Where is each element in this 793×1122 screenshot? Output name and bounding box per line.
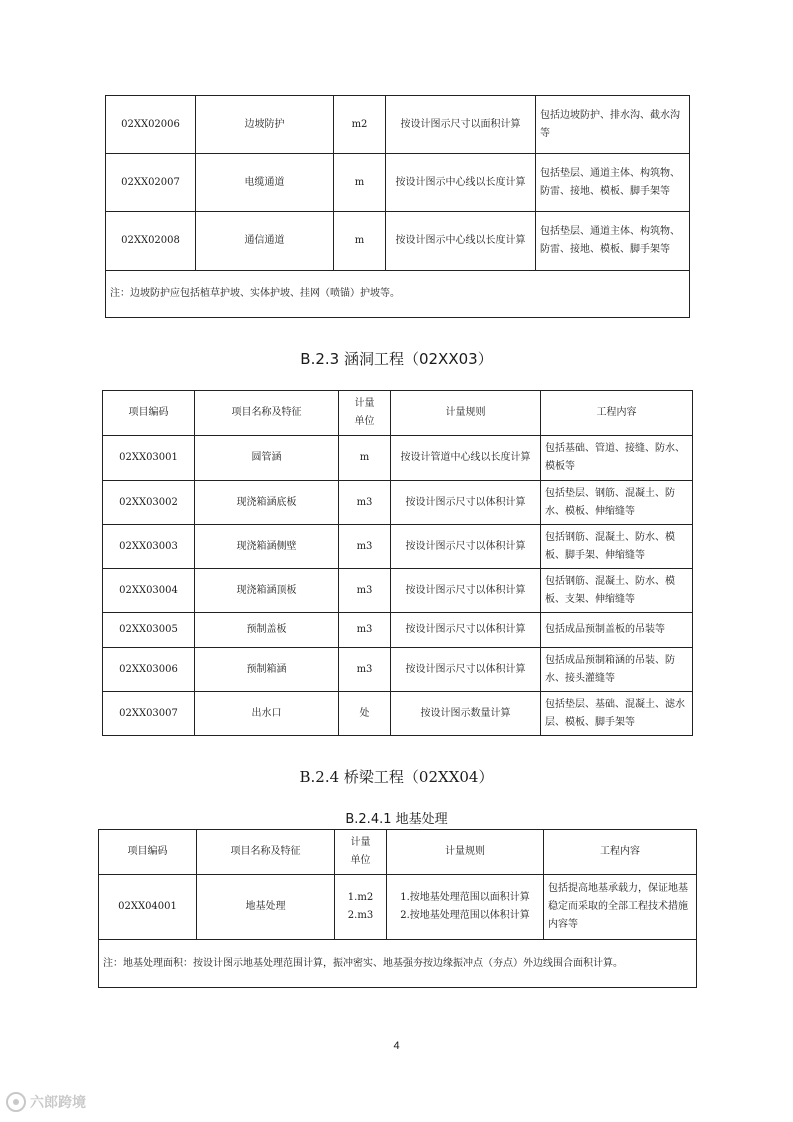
cell-rule: 按设计图示尺寸以体积计算 bbox=[391, 613, 541, 648]
table-row bbox=[103, 525, 693, 569]
cell-code: 02XX02006 bbox=[106, 96, 196, 154]
cell-rule bbox=[387, 875, 544, 940]
cell-unit-line1: 1.m2 bbox=[347, 892, 374, 903]
cell-rule: 按设计图示中心线以长度计算 bbox=[386, 154, 536, 212]
header-code: 项目编码 bbox=[99, 830, 197, 875]
cell-code: 02XX03004 bbox=[103, 569, 195, 613]
cell-content: 包括提高地基承载力，保证地基稳定而采取的全部工程技术措施内容等 bbox=[544, 875, 697, 940]
table-culvert bbox=[102, 390, 693, 736]
watermark-logo-icon bbox=[6, 1092, 26, 1112]
cell-content: 包括垫层、通道主体、构筑物、防雷、接地、模板、脚手架等 bbox=[536, 154, 690, 212]
table-header-row bbox=[99, 830, 697, 875]
cell-content: 包括基础、管道、接缝、防水、模板等 bbox=[541, 436, 693, 481]
cell-name: 现浇箱涵底板 bbox=[195, 481, 339, 525]
header-rule: 计量规则 bbox=[391, 391, 541, 436]
cell-code: 02XX03001 bbox=[103, 436, 195, 481]
cell-unit: m3 bbox=[339, 648, 391, 692]
cell-content: 包括垫层、通道主体、构筑物、防雷、接地、模板、脚手架等 bbox=[536, 212, 690, 271]
cell-unit-line2: 2.m3 bbox=[347, 910, 374, 921]
header-rule: 计量规则 bbox=[387, 830, 544, 875]
cell-name: 圆管涵 bbox=[195, 436, 339, 481]
table-row bbox=[103, 648, 693, 692]
table-row bbox=[106, 212, 690, 271]
header-content: 工程内容 bbox=[541, 391, 693, 436]
table-note-row bbox=[106, 271, 690, 318]
cell-unit: m3 bbox=[339, 525, 391, 569]
cell-unit: m2 bbox=[334, 96, 386, 154]
cell-rule: 按设计图示尺寸以体积计算 bbox=[391, 525, 541, 569]
cell-name: 预制箱涵 bbox=[195, 648, 339, 692]
table-foundation bbox=[98, 829, 697, 988]
cell-code: 02XX04001 bbox=[99, 875, 197, 940]
cell-unit: 处 bbox=[339, 692, 391, 736]
cell-name: 地基处理 bbox=[197, 875, 335, 940]
cell-content: 包括边坡防护、排水沟、截水沟等 bbox=[536, 96, 690, 154]
cell-name: 出水口 bbox=[195, 692, 339, 736]
section-heading-b23: B.2.3 涵洞工程（02XX03） bbox=[300, 350, 493, 368]
cell-content: 包括钢筋、混凝土、防水、模板、支架、伸缩缝等 bbox=[541, 569, 693, 613]
cell-name: 通信通道 bbox=[196, 212, 334, 271]
cell-code: 02XX03005 bbox=[103, 613, 195, 648]
cell-unit: m3 bbox=[339, 481, 391, 525]
table-row bbox=[103, 569, 693, 613]
cell-code: 02XX03003 bbox=[103, 525, 195, 569]
cell-unit: m3 bbox=[339, 613, 391, 648]
table-row bbox=[103, 613, 693, 648]
cell-rule-line2: 2.按地基处理范围以体积计算 bbox=[400, 910, 530, 921]
cell-unit bbox=[335, 875, 387, 940]
cell-rule: 按设计图示中心线以长度计算 bbox=[386, 212, 536, 271]
header-unit: 计量单位 bbox=[339, 391, 391, 436]
header-content: 工程内容 bbox=[544, 830, 697, 875]
cell-content: 包括成品预制箱涵的吊装、防水、接头灌缝等 bbox=[541, 648, 693, 692]
cell-unit: m bbox=[334, 154, 386, 212]
table-row bbox=[103, 481, 693, 525]
cell-name: 预制盖板 bbox=[195, 613, 339, 648]
watermark-text: 六郎跨境 bbox=[30, 1095, 86, 1111]
cell-rule-line1: 1.按地基处理范围以面积计算 bbox=[400, 892, 530, 903]
cell-unit: m bbox=[334, 212, 386, 271]
header-unit: 计量单位 bbox=[335, 830, 387, 875]
header-name: 项目名称及特征 bbox=[195, 391, 339, 436]
cell-name: 现浇箱涵侧壁 bbox=[195, 525, 339, 569]
table-row bbox=[99, 875, 697, 940]
cell-unit: m bbox=[339, 436, 391, 481]
watermark bbox=[6, 1092, 86, 1112]
table-row bbox=[103, 692, 693, 736]
table-header-row bbox=[103, 391, 693, 436]
header-code: 项目编码 bbox=[103, 391, 195, 436]
table-note: 注：边坡防护应包括植草护坡、实体护坡、挂网（喷锚）护坡等。 bbox=[106, 271, 690, 318]
section-heading-b24: B.2.4 桥梁工程（02XX04） bbox=[299, 768, 494, 786]
cell-rule: 按设计图示尺寸以面积计算 bbox=[386, 96, 536, 154]
cell-name: 现浇箱涵顶板 bbox=[195, 569, 339, 613]
cell-content: 包括钢筋、混凝土、防水、模板、脚手架、伸缩缝等 bbox=[541, 525, 693, 569]
cell-code: 02XX03006 bbox=[103, 648, 195, 692]
cell-content: 包括成品预制盖板的吊装等 bbox=[541, 613, 693, 648]
cell-rule: 按设计图示数量计算 bbox=[391, 692, 541, 736]
table-row bbox=[106, 96, 690, 154]
cell-rule: 按设计图示尺寸以体积计算 bbox=[391, 481, 541, 525]
table-row bbox=[106, 154, 690, 212]
cell-content: 包括垫层、钢筋、混凝土、防水、模板、伸缩缝等 bbox=[541, 481, 693, 525]
cell-code: 02XX02007 bbox=[106, 154, 196, 212]
cell-content: 包括垫层、基础、混凝土、滤水层、模板、脚手架等 bbox=[541, 692, 693, 736]
cell-name: 电缆通道 bbox=[196, 154, 334, 212]
cell-code: 02XX02008 bbox=[106, 212, 196, 271]
table-note-row bbox=[99, 940, 697, 988]
cell-code: 02XX03007 bbox=[103, 692, 195, 736]
cell-rule: 按设计管道中心线以长度计算 bbox=[391, 436, 541, 481]
table-continuation bbox=[105, 95, 690, 318]
section-heading-b241: B.2.4.1 地基处理 bbox=[345, 812, 448, 827]
cell-name: 边坡防护 bbox=[196, 96, 334, 154]
header-name: 项目名称及特征 bbox=[197, 830, 335, 875]
page-number: 4 bbox=[393, 1040, 400, 1052]
cell-rule: 按设计图示尺寸以体积计算 bbox=[391, 569, 541, 613]
cell-code: 02XX03002 bbox=[103, 481, 195, 525]
table-note: 注：地基处理面积：按设计图示地基处理范围计算，振冲密实、地基强夯按边缘振冲点（夯点）外边线围合面积计算。 bbox=[99, 940, 697, 988]
cell-unit: m3 bbox=[339, 569, 391, 613]
cell-rule: 按设计图示尺寸以体积计算 bbox=[391, 648, 541, 692]
table-row bbox=[103, 436, 693, 481]
